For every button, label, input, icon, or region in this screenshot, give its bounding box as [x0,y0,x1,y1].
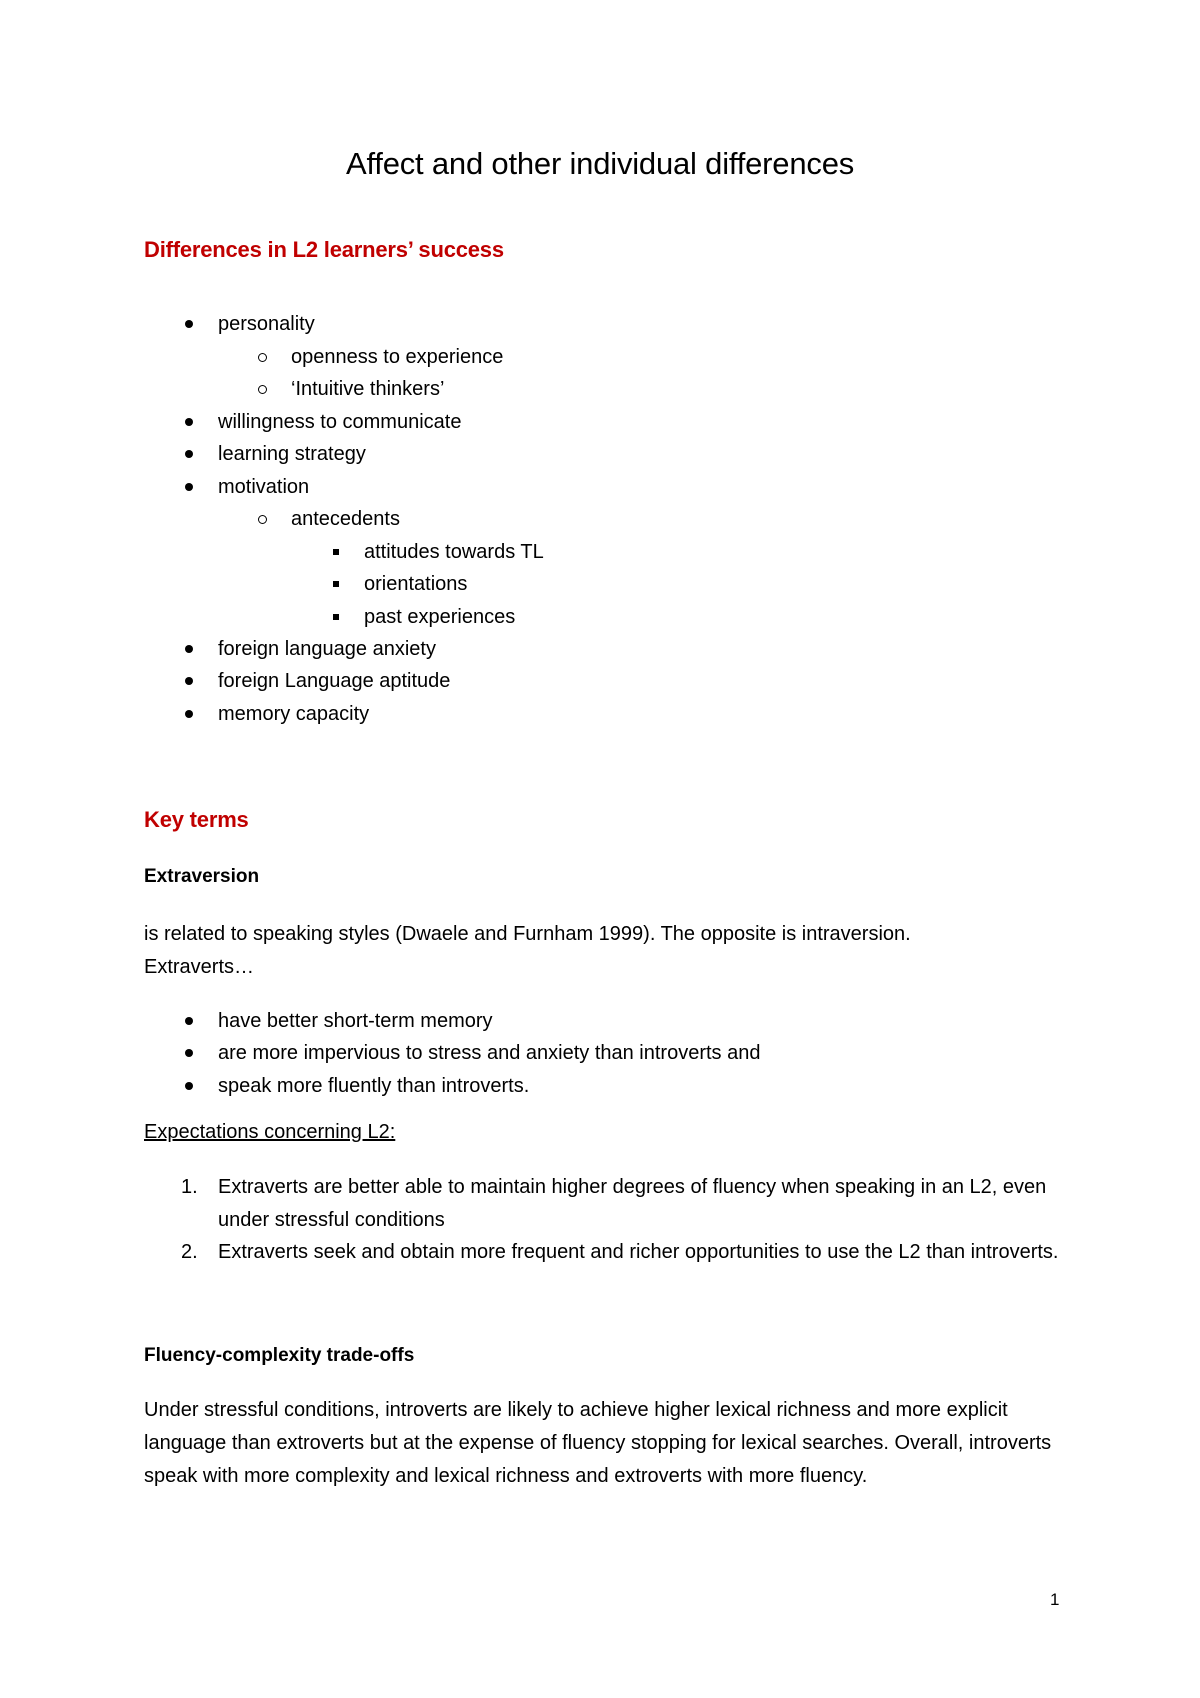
expectations-list [181,1171,1098,1269]
list-item: foreign language anxiety [218,633,450,665]
list-item: speak more fluently than introverts. [218,1070,760,1102]
expectations-label: Expectations concerning L2: [144,1121,396,1143]
bullet-disc-icon [185,483,193,491]
list-item: antecedents [291,503,400,535]
list-item: 1. Extraverts are better able to maintain higher degrees of fluency when speaking in an L2, even under stressful conditions [181,1176,1047,1231]
list-item: past experiences [364,601,544,633]
bullet-square-icon [333,614,339,620]
bullet-circle-icon [258,515,267,524]
document-title: Affect and other individual differences [345,146,855,181]
list-item: attitudes towards TL [364,536,544,568]
differences-list-level3 [364,536,544,633]
extraverts-traits-list [218,1005,760,1102]
heading-fluency-tradeoffs: Fluency-complexity trade-offs [144,1345,415,1366]
heading-extraversion: Extraversion [144,866,260,887]
page-number: 1 [1050,1590,1060,1609]
bullet-disc-icon [185,1017,193,1025]
bullet-square-icon [333,549,339,555]
list-item: openness to experience [291,341,503,373]
bullet-disc-icon [185,1082,193,1090]
list-item: have better short-term memory [218,1005,760,1037]
extraversion-intro-line1: is related to speaking styles (Dwaele and Furnham 1999). The opposite is intraversion. [144,923,911,945]
bullet-square-icon [333,581,339,587]
list-item: motivation [218,471,461,503]
list-item: ‘Intuitive thinkers’ [291,373,503,405]
list-item: orientations [364,568,544,600]
differences-list-level1-a [218,308,315,340]
extraversion-intro-line2: Extraverts… [144,956,255,978]
list-item: personality [218,308,315,340]
bullet-circle-icon [258,385,267,394]
heading-key-terms: Key terms [144,807,249,832]
bullet-disc-icon [185,450,193,458]
list-item: are more impervious to stress and anxiety than introverts and [218,1037,760,1069]
list-item: memory capacity [218,698,450,730]
fluency-paragraph: Under stressful conditions, introverts are likely to achieve higher lexical richness and more explicit language than extroverts but at the expense of fluency stopping for lexical searches. Overall, introverts speak with more complexity and lexical richness and extroverts with more fluency. [144,1399,1052,1487]
differences-list-level2-a [291,341,503,406]
list-item: foreign Language aptitude [218,665,450,697]
heading-differences: Differences in L2 learners’ success [144,237,504,262]
bullet-disc-icon [185,320,193,328]
bullet-disc-icon [185,418,193,426]
differences-list-level1-b [218,406,461,503]
differences-list-level1-c [218,633,450,730]
bullet-disc-icon [185,677,193,685]
list-item: willingness to communicate [218,406,461,438]
list-item: learning strategy [218,438,461,470]
bullet-disc-icon [185,1049,193,1057]
bullet-disc-icon [185,645,193,653]
extraversion-intro [144,918,1064,984]
differences-list-level2-b [291,503,400,535]
bullet-disc-icon [185,710,193,718]
list-item: 2. Extraverts seek and obtain more frequent and richer opportunities to use the L2 than introverts. [181,1241,1059,1263]
bullet-circle-icon [258,353,267,362]
